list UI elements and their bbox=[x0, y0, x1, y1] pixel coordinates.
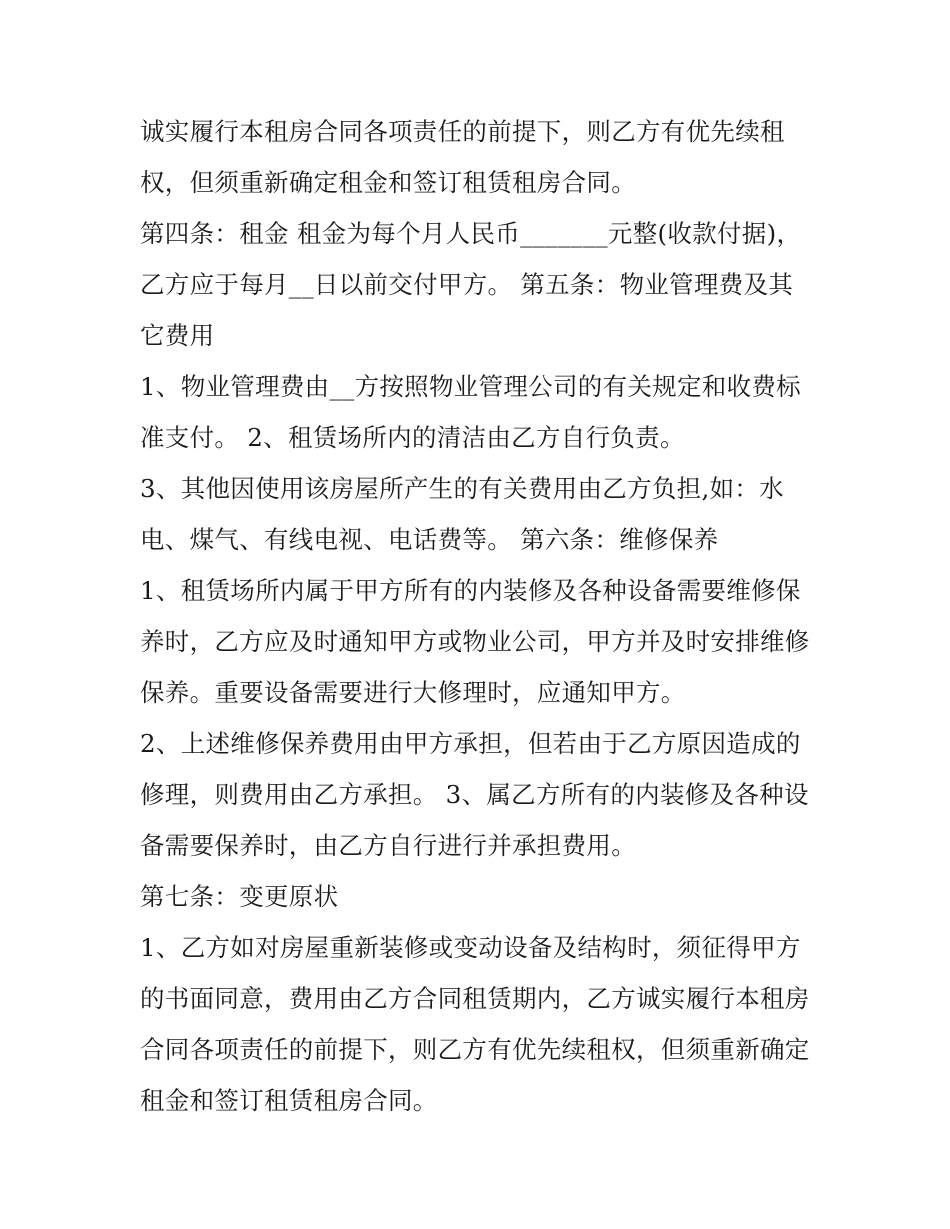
text-line: 1、租赁场所内属于甲方所有的内装修及各种设备需要维修保 bbox=[140, 576, 801, 605]
document-body bbox=[140, 106, 820, 1126]
text-line: 电、煤气、有线电视、电话费等。 第六条：维修保养 bbox=[140, 525, 719, 554]
text-line: 1、物业管理费由__方按照物业管理公司的有关规定和收费标 bbox=[140, 372, 801, 401]
text-line: 第四条：租金 租金为每个月人民币_______元整(收款付据)， bbox=[140, 219, 802, 248]
text-line: 合同各项责任的前提下，则乙方有优先续租权，但须重新确定 bbox=[140, 1035, 810, 1064]
text-line: 2、上述维修保养费用由甲方承担，但若由于乙方原因造成的 bbox=[140, 729, 801, 758]
text-line: 的书面同意，费用由乙方合同租赁期内，乙方诚实履行本租房 bbox=[140, 984, 810, 1013]
text-line: 保养。重要设备需要进行大修理时，应通知甲方。 bbox=[140, 678, 686, 707]
text-line: 准支付。 2、租赁场所内的清洁由乙方自行负责。 bbox=[140, 423, 685, 452]
text-line: 养时，乙方应及时通知甲方或物业公司，甲方并及时安排维修 bbox=[140, 627, 810, 656]
text-line: 权，但须重新确定租金和签订租赁租房合同。 bbox=[140, 168, 636, 197]
text-line: 它费用 bbox=[140, 321, 215, 350]
text-line: 1、乙方如对房屋重新装修或变动设备及结构时，须征得甲方 bbox=[140, 933, 801, 962]
text-line: 乙方应于每月__日以前交付甲方。 第五条：物业管理费及其 bbox=[140, 270, 794, 299]
text-line: 租金和签订租赁租房合同。 bbox=[140, 1086, 438, 1115]
text-line: 第七条：变更原状 bbox=[140, 882, 339, 911]
text-line: 诚实履行本租房合同各项责任的前提下，则乙方有优先续租 bbox=[140, 117, 785, 146]
text-line: 3、其他因使用该房屋所产生的有关费用由乙方负担,如：水 bbox=[140, 474, 784, 503]
text-line: 备需要保养时，由乙方自行进行并承担费用。 bbox=[140, 831, 636, 860]
text-line: 修理，则费用由乙方承担。 3、属乙方所有的内装修及各种设 bbox=[140, 780, 809, 809]
